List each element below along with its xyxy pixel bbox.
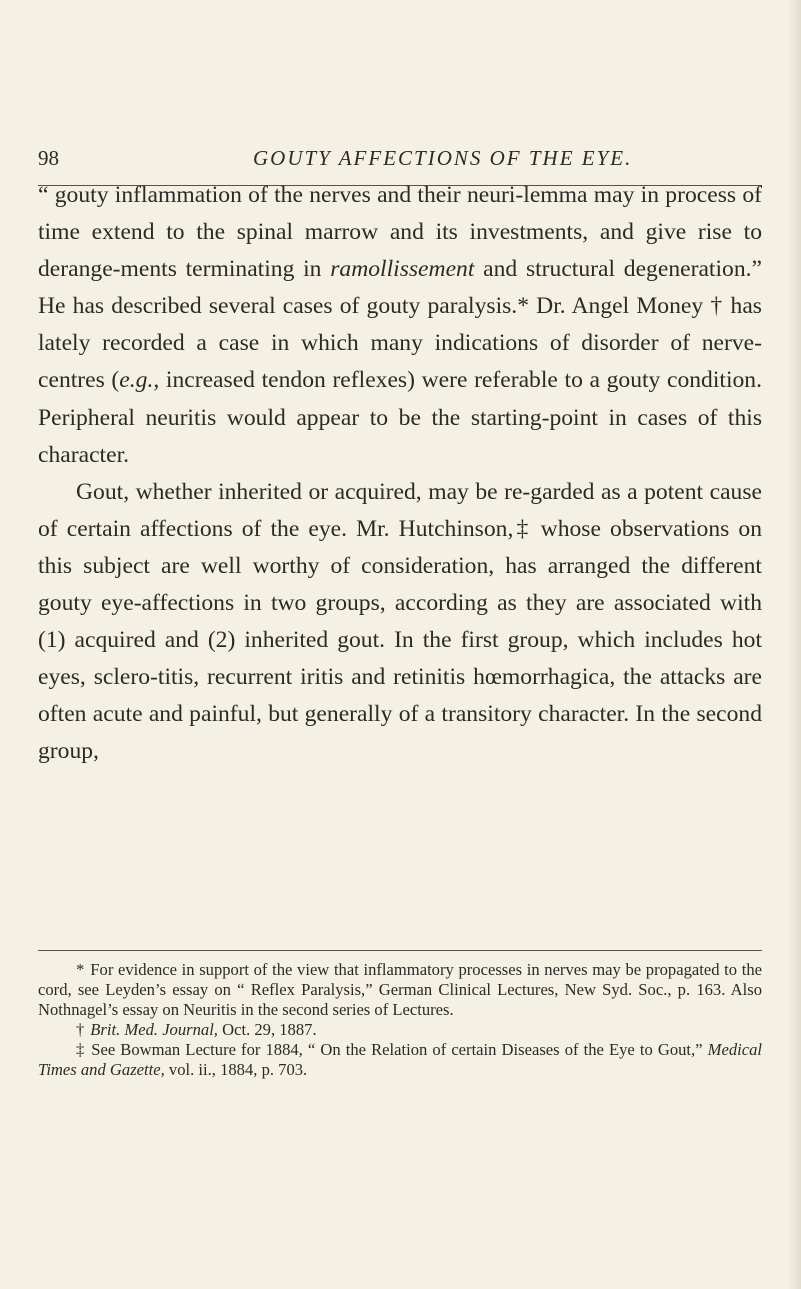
footnote-rule [38,950,762,951]
italic-term-eg: e.g. [119,367,154,394]
footnote-3-text-b: vol. ii., 1884, p. 703. [164,1060,308,1080]
footnote-2-journal: Brit. Med. Journal, [90,1020,218,1040]
paragraph-2: Gout, whether inherited or acquired, may be re-garded as a potent cause of certain affections of the eye. Mr. Hutchinson,‡ whose observations on this subject are well worthy of consideration, has arranged the different gouty eye-affections in two groups, according as they are associated with (1) acquired and (2) inherited gout. In the first group, which includes hot eyes, sclero-titis, recurrent iritis and retinitis hœmorrhagica, the attacks are often acute and painful, but generally of a transitory character. In the second group, [38,478,762,765]
page-number: 98 [38,146,59,170]
footnote-2-text: Oct. 29, 1887. [217,1020,317,1040]
running-header [38,146,758,176]
paragraph-1-part-1: “ gouty inflammation of the nerves and their neuri-lemma may in process of time extend to the spinal marrow and its investments, and give rise to derange-ments terminating in [38,182,762,283]
footnote-2 [38,1020,762,1040]
footnote-1-text: For evidence in support of the view that inflammatory processes in nerves may be propagated to the cord, see Leyden’s essay on “ Reflex Paralysis,” German Clinical Lectures, New Syd. Soc., p. 163. Also Nothnagel’s essay on Neuritis in the second series of Lectures. [38,960,762,1020]
footnote-1-symbol: * [76,960,85,979]
italic-term-ramollissement: ramollissement [330,256,475,283]
running-title: GOUTY AFFECTIONS OF THE EYE. [253,146,633,170]
footnote-3-text-a: See Bowman Lecture for 1884, “ On the Relation of certain Diseases of the Eye to Gout,” [91,1040,708,1060]
paragraph-1 [38,177,762,474]
footnote-3 [38,1040,762,1080]
footnote-1 [38,960,762,1020]
footnote-3-symbol: ‡ [76,1040,86,1060]
paragraph-1-part-3: , increased tendon reflexes) were referable to a gouty condition. Peripheral neuritis would appear to be the starting-point in cases of this character. [38,367,762,468]
footnote-2-symbol: † [76,1020,85,1040]
page-edge-shadow [787,0,801,1289]
footnote-3-journal: Medical Times and Gazette, [38,1040,763,1080]
paragraph-1-part-2: and structural degeneration.” He has described several cases of gouty paralysis.* Dr. Angel Money † has lately recorded a case in which many indications of disorder of nerve-centres ( [38,256,762,394]
footnotes [38,960,762,1081]
body-text [38,177,762,771]
